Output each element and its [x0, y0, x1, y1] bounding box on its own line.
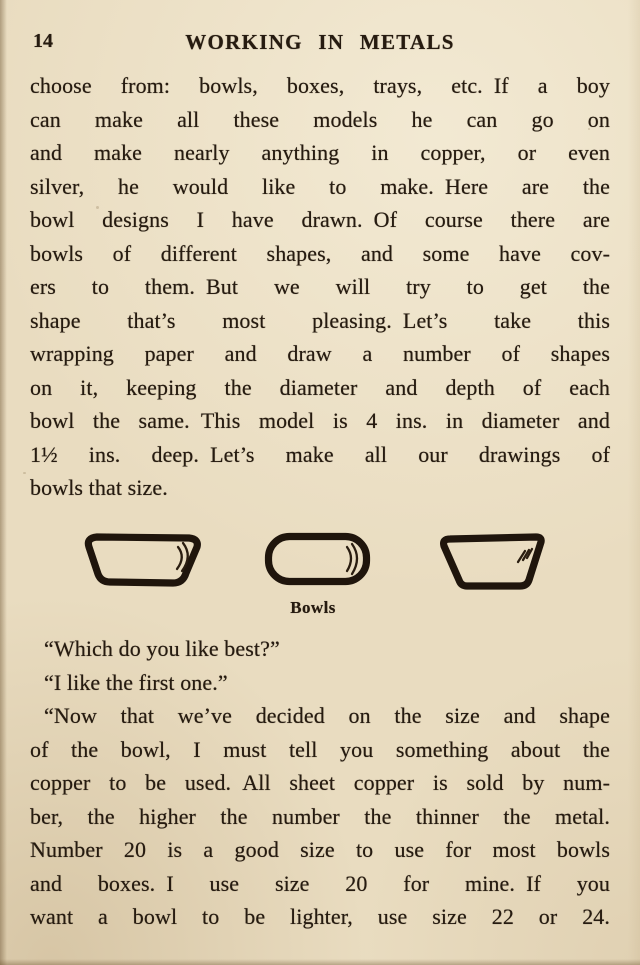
- text-line: “Now that we’ve decided on the size and shape: [44, 703, 610, 728]
- text-line: and boxes. I use size 20 for mine. If you: [30, 870, 610, 896]
- dialogue-line: “I like the first one.”: [44, 669, 228, 695]
- text-line: bowls that size.: [30, 475, 168, 500]
- text-line: ber, the higher the number the thinner the metal.: [30, 803, 610, 829]
- text-line: bowls of different shapes, and some have cov-: [30, 240, 610, 266]
- paper-speck: [23, 472, 26, 474]
- text-line: Number 20 is a good size to use for most bowls: [30, 837, 610, 862]
- figure-caption: Bowls: [290, 598, 336, 617]
- page-number: 14: [33, 30, 53, 52]
- bowl-stadium-icon: [263, 530, 372, 588]
- text-line: shape that’s most pleasing. Let’s take this: [30, 307, 610, 333]
- text-line: on it, keeping the diameter and depth of each: [30, 374, 610, 400]
- bowl-trapezoid-icon: [434, 529, 546, 595]
- text-line: copper to be used. All sheet copper is sold by num-: [30, 770, 610, 795]
- text-line: and make nearly anything in copper, or even: [30, 140, 610, 165]
- text-line: want a bowl to be lighter, use size 22 or 24.: [30, 904, 610, 929]
- text-line: can make all these models he can go on: [30, 106, 610, 132]
- text-line: of the bowl, I must tell you something about the: [30, 736, 610, 762]
- text-line: wrapping paper and draw a number of shapes: [30, 341, 610, 366]
- text-line: silver, he would like to make. Here are the: [30, 173, 610, 199]
- text-line: bowl designs I have drawn. Of course there are: [30, 207, 610, 232]
- paragraph-2: [30, 632, 610, 934]
- text-line: bowl the same. This model is 4 ins. in diameter and: [30, 408, 610, 433]
- text-line: 1½ ins. deep. Let’s make all our drawings of: [30, 441, 610, 467]
- text-line: choose from: bowls, boxes, trays, etc. If a boy: [30, 73, 610, 98]
- dialogue-line: “Which do you like best?”: [44, 636, 280, 661]
- text-line: ers to them. But we will try to get the: [30, 274, 610, 299]
- running-title: WORKING IN METALS: [185, 30, 455, 54]
- paragraph-1: [30, 69, 610, 505]
- bowl-wide-rounded-icon: [76, 527, 207, 593]
